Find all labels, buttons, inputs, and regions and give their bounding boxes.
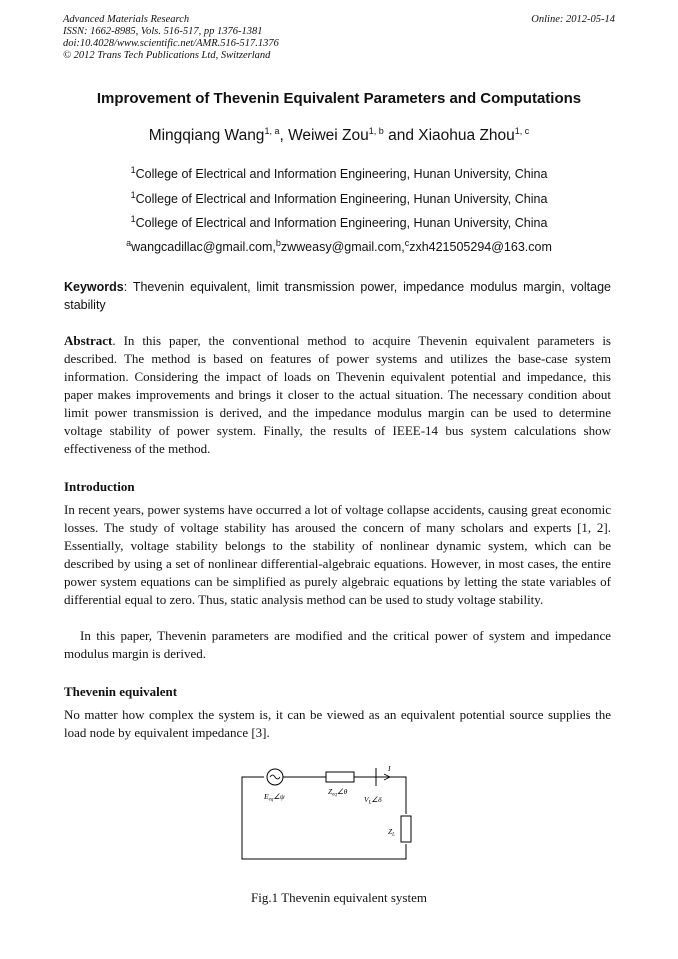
affiliation-text: College of Electrical and Information Engineering, Hunan University, China bbox=[135, 216, 548, 230]
current-label: I bbox=[388, 764, 391, 773]
paper-title: Improvement of Thevenin Equivalent Parameters and Computations bbox=[96, 90, 582, 107]
author-emails bbox=[0, 237, 678, 254]
figure-caption: Fig.1 Thevenin equivalent system bbox=[251, 890, 427, 905]
author-separator: , bbox=[279, 127, 289, 144]
thevenin-heading: Thevenin equivalent bbox=[64, 684, 178, 699]
abstract bbox=[64, 332, 611, 458]
keywords-label: Keywords bbox=[64, 280, 124, 294]
introduction-heading: Introduction bbox=[64, 479, 135, 494]
affiliation-sup: 1 bbox=[130, 164, 136, 175]
author-and: and bbox=[383, 127, 419, 144]
author-sup: 1, b bbox=[368, 125, 384, 136]
abstract-text: . In this paper, the conventional method to acquire Thevenin equivalent parameters is described. The method is based on features of power systems and utilizes the base-case system information. Considering the impact of loads on Thevenin equivalent potential and impedance, this paper makes improvements and brings it closer to the actual situation. The necessary condition about limit power transmission is derived, and the impedance modulus margin can be used to determine voltage stability of power system. Finally, the results of IEEE-14 bus system calculations show effectiveness of the method. bbox=[64, 333, 611, 456]
affiliation bbox=[0, 189, 678, 206]
online-date: Online: 2012-05-14 bbox=[531, 14, 615, 25]
author-name: Xiaohua Zhou bbox=[418, 127, 515, 144]
author-sup: 1, c bbox=[514, 125, 530, 136]
author-name: Weiwei Zou bbox=[288, 127, 369, 144]
email-link[interactable]: zxh421505294@163.com bbox=[409, 240, 552, 254]
affiliation bbox=[0, 164, 678, 181]
introduction-paragraph: In recent years, power systems have occurred a lot of voltage collapse accidents, causing great economic losses. The study of voltage stability has aroused the concern of many scholars and experts [1, 2]. Essentially, voltage stability belongs to the stability of nonlinear dynamic system, which can be described by using a set of nonlinear differential-algebraic equations. However, in most cases, the entire power system equations can be simplified as purely algebraic equations by letting the state variables of differential equal to zero. Thus, static analysis method can be used to study voltage stability. bbox=[64, 502, 611, 607]
keywords bbox=[64, 278, 611, 314]
keywords-text: : Thevenin equivalent, limit transmission power, impedance modulus margin, voltage stability bbox=[64, 280, 611, 312]
author-list bbox=[0, 127, 678, 145]
email-link[interactable]: zwweasy@gmail.com, bbox=[280, 240, 405, 254]
source-label: $E_{eq}\angle\psi$ bbox=[264, 792, 285, 803]
email-sup: b bbox=[275, 237, 281, 248]
abstract-label: Abstract bbox=[64, 333, 113, 348]
affiliation-sup: 1 bbox=[130, 213, 136, 224]
email-sup: c bbox=[404, 237, 410, 248]
issn: ISSN: 1662-8985, Vols. 516-517, pp 1376-1381 bbox=[63, 26, 263, 37]
thevenin-circuit-figure bbox=[236, 762, 426, 862]
introduction-paragraph: In this paper, Thevenin parameters are modified and the critical power of system and impedance modulus margin is derived. bbox=[64, 628, 611, 661]
load-label: $Z_L$ bbox=[388, 827, 395, 838]
load-impedance-icon bbox=[401, 816, 411, 842]
author-name: Mingqiang Wang bbox=[148, 127, 265, 144]
journal-name: Advanced Materials Research bbox=[63, 14, 190, 25]
affiliation-sup: 1 bbox=[130, 189, 136, 200]
thevenin-paragraph: No matter how complex the system is, it can be viewed as an equivalent potential source supplies the load node by equivalent impedance [3]. bbox=[64, 707, 611, 740]
affiliation-text: College of Electrical and Information Engineering, Hunan University, China bbox=[135, 167, 548, 181]
affiliation bbox=[0, 213, 678, 230]
email-sup: a bbox=[126, 237, 132, 248]
copyright: © 2012 Trans Tech Publications Ltd, Switzerland bbox=[63, 50, 271, 61]
email-link[interactable]: wangcadillac@gmail.com, bbox=[131, 240, 276, 254]
circuit-wire bbox=[242, 777, 406, 859]
author-sup: 1, a bbox=[264, 125, 280, 136]
impedance-label: $Z_{eq}\angle\theta$ bbox=[328, 787, 348, 798]
voltage-label: $V_L\angle\delta$ bbox=[364, 795, 382, 806]
journal-header bbox=[63, 14, 615, 62]
doi: doi:10.4028/www.scientific.net/AMR.516-517.1376 bbox=[63, 38, 279, 49]
equivalent-impedance-icon bbox=[326, 772, 354, 782]
affiliation-text: College of Electrical and Information Engineering, Hunan University, China bbox=[135, 192, 548, 206]
